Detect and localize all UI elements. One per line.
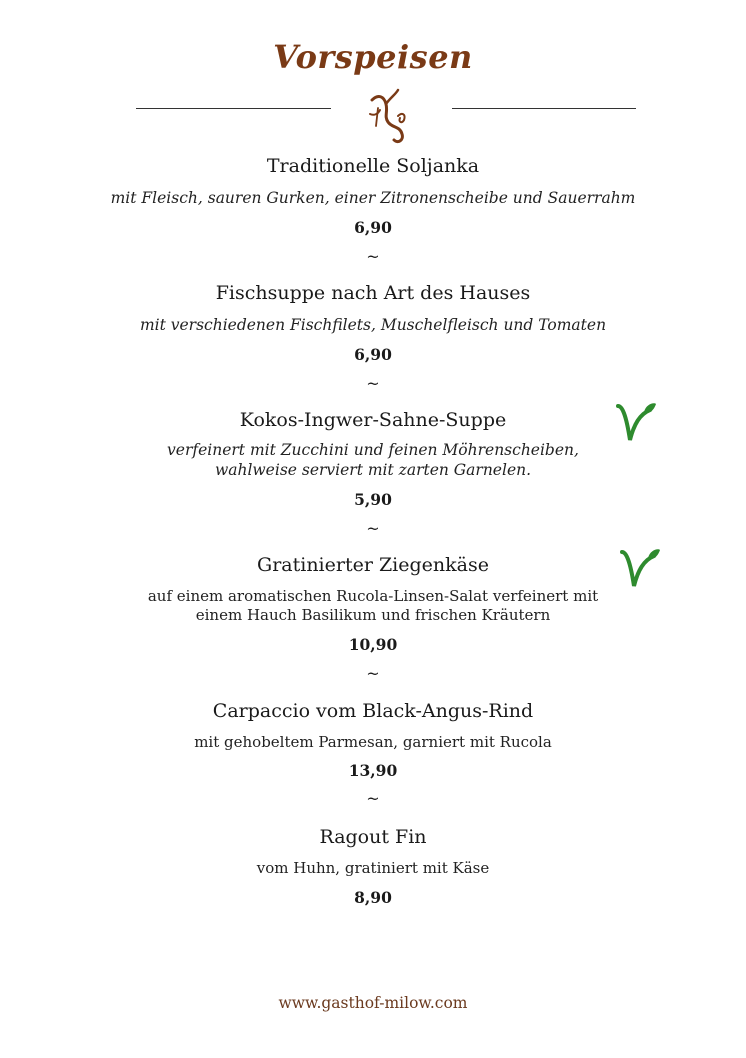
- separator-tilde: ~: [366, 519, 380, 538]
- dish-name: Traditionelle Soljanka: [266, 155, 480, 177]
- title-rule-right: [452, 108, 636, 109]
- dish-price: 6,90: [354, 345, 392, 364]
- dish-name: Ragout Fin: [319, 826, 427, 848]
- menu-item: [100, 699, 646, 808]
- separator-tilde: ~: [366, 789, 380, 808]
- dish-price: 10,90: [348, 635, 398, 654]
- dish-name: Kokos-Ingwer-Sahne-Suppe: [239, 409, 507, 431]
- separator-tilde: ~: [366, 664, 380, 683]
- dish-name: Carpaccio vom Black-Angus-Rind: [212, 700, 534, 722]
- dish-price: 13,90: [348, 761, 398, 780]
- flourish-ornament-icon: [364, 86, 414, 146]
- vegetarian-v-icon: [618, 546, 662, 594]
- menu-item: [100, 281, 646, 393]
- title-rule-left: [136, 108, 331, 109]
- menu-item: [100, 825, 646, 908]
- dish-price: 5,90: [354, 490, 392, 509]
- vegetarian-v-icon: [614, 400, 658, 448]
- website-link[interactable]: www.gasthof-milow.com: [278, 994, 468, 1012]
- dish-description-line2: einem Hauch Basilikum und frischen Kräutern: [195, 606, 551, 624]
- dish-price: 8,90: [354, 888, 392, 907]
- dish-name: Fischsuppe nach Art des Hauses: [215, 282, 531, 304]
- dish-name: Gratinierter Ziegenkäse: [257, 554, 489, 576]
- menu-item: [100, 553, 646, 683]
- dish-description-line2: wahlweise serviert mit zarten Garnelen.: [214, 461, 532, 479]
- menu-title: Vorspeisen: [273, 38, 473, 76]
- dish-description: vom Huhn, gratiniert mit Käse: [256, 859, 490, 877]
- menu-item: [100, 408, 646, 538]
- dish-description-line1: auf einem aromatischen Rucola-Linsen-Salat verfeinert mit: [147, 587, 599, 605]
- dish-price: 6,90: [354, 218, 392, 237]
- separator-tilde: ~: [366, 374, 380, 393]
- separator-tilde: ~: [366, 247, 380, 266]
- dish-description: mit verschiedenen Fischfilets, Muschelfleisch und Tomaten: [139, 316, 607, 334]
- menu-item: [100, 154, 646, 266]
- dish-description-line1: verfeinert mit Zucchini und feinen Möhrenscheiben,: [167, 441, 579, 459]
- dish-description: mit gehobeltem Parmesan, garniert mit Rucola: [194, 733, 552, 751]
- dish-description: mit Fleisch, sauren Gurken, einer Zitronenscheibe und Sauerrahm: [110, 189, 636, 207]
